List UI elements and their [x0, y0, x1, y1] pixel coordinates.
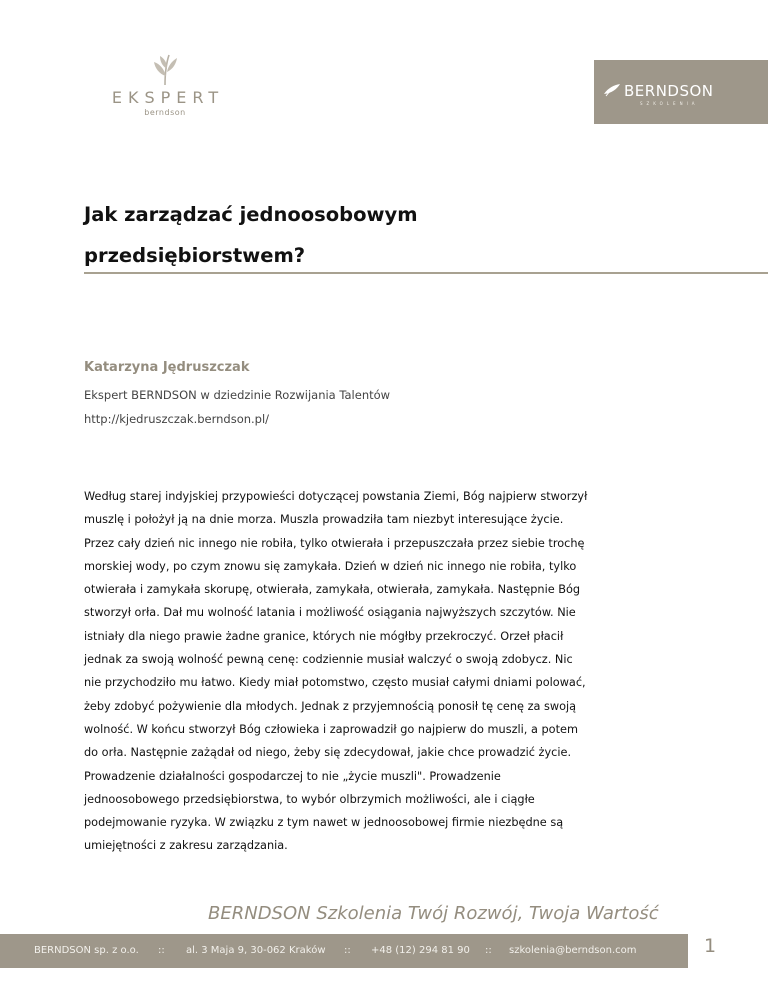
berndson-logo [594, 60, 768, 124]
footer-company: BERNDSON sp. z o.o. [34, 945, 139, 956]
body-line: stworzył orła. Dał mu wolność latania i możliwość osiągania najwyższych szczytów. Nie [84, 606, 576, 620]
footer-bar [0, 934, 688, 968]
body-line: Prowadzenie działalności gospodarczej to nie „życie muszli". Prowadzenie [84, 769, 501, 783]
body-line: do orła. Następnie zażądał od niego, żeby się zdecydował, jakie chce prowadzić życie. [84, 746, 572, 760]
footer-email[interactable]: szkolenia@berndson.com [509, 945, 637, 956]
body-line: jednak za swoją wolność pewną cenę: codziennie musiał walczyć o swoją zdobycz. Nic [84, 653, 573, 667]
title-line-2: przedsiębiorstwem? [84, 244, 306, 267]
footer-slogan: BERNDSON Szkolenia Twój Rozwój, Twoja Wartość [208, 903, 659, 924]
footer-address: al. 3 Maja 9, 30-062 Kraków [186, 945, 326, 956]
body-line: istniały dla niego prawie żadne granice, których nie mógłby przekroczyć. Orzeł płacił [84, 629, 564, 643]
body-line: wolność. W końcu stworzył Bóg człowieka i zaprowadził go najpierw do muszli, a potem [84, 722, 578, 736]
author-url[interactable]: http://kjedruszczak.berndson.pl/ [84, 412, 270, 426]
body-line: otwierała i zamykała skorupę, otwierała, zamykała, otwierała, zamykała. Następnie Bóg [84, 583, 581, 597]
footer-separator: :: [158, 945, 165, 956]
wheat-icon [145, 52, 185, 86]
leaf-icon [602, 82, 622, 98]
page-title [84, 194, 684, 276]
body-line: Przez cały dzień nic innego nie robiła, tylko otwierała i przepuszczała przez siebie trochę [84, 536, 585, 550]
body-line: muszlę i położył ją na dnie morza. Muszla prowadziła tam niezbyt interesujące życie. [84, 513, 564, 527]
body-line: nie przychodziło mu łatwo. Kiedy miał potomstwo, często musiał całymi dniami polować, [84, 676, 586, 690]
berndson-brand: BERNDSON [624, 82, 714, 100]
body-line: Według starej indyjskiej przypowieści dotyczącej powstania Ziemi, Bóg najpierw stworzył [84, 490, 588, 503]
title-divider [84, 272, 768, 274]
author-name: Katarzyna Jędruszczak [84, 360, 250, 375]
ekspert-logo [100, 52, 230, 132]
footer-phone: +48 (12) 294 81 90 [371, 945, 470, 956]
body-line: morskiej wody, po czym znowu się zamykała. Dzień w dzień nic innego nie robiła, tylko [84, 559, 577, 573]
footer-separator: :: [485, 945, 492, 956]
page-number: 1 [704, 935, 717, 957]
berndson-sub: SZKOLENIA [640, 101, 699, 106]
body-line: żeby zdobyć pożywienie dla młodych. Jednak z przyjemnością ponosił tę cenę za swoją [84, 699, 577, 713]
body-line: jednoosobowego przedsiębiorstwa, to wybór olbrzymich możliwości, ale i ciągłe [84, 792, 535, 806]
ekspert-brand: EKSPERT [111, 88, 225, 107]
body-line: podejmowanie ryzyka. W związku z tym nawet w jednoosobowej firmie niezbędne są [84, 816, 564, 830]
title-line-1: Jak zarządzać jednoosobowym [84, 203, 418, 226]
body-text [84, 485, 684, 858]
body-line: umiejętności z zakresu zarządzania. [84, 839, 288, 853]
ekspert-sub: berndson [144, 108, 186, 117]
footer-separator: :: [344, 945, 351, 956]
author-role: Ekspert BERNDSON w dziedzinie Rozwijania Talentów [84, 388, 391, 402]
